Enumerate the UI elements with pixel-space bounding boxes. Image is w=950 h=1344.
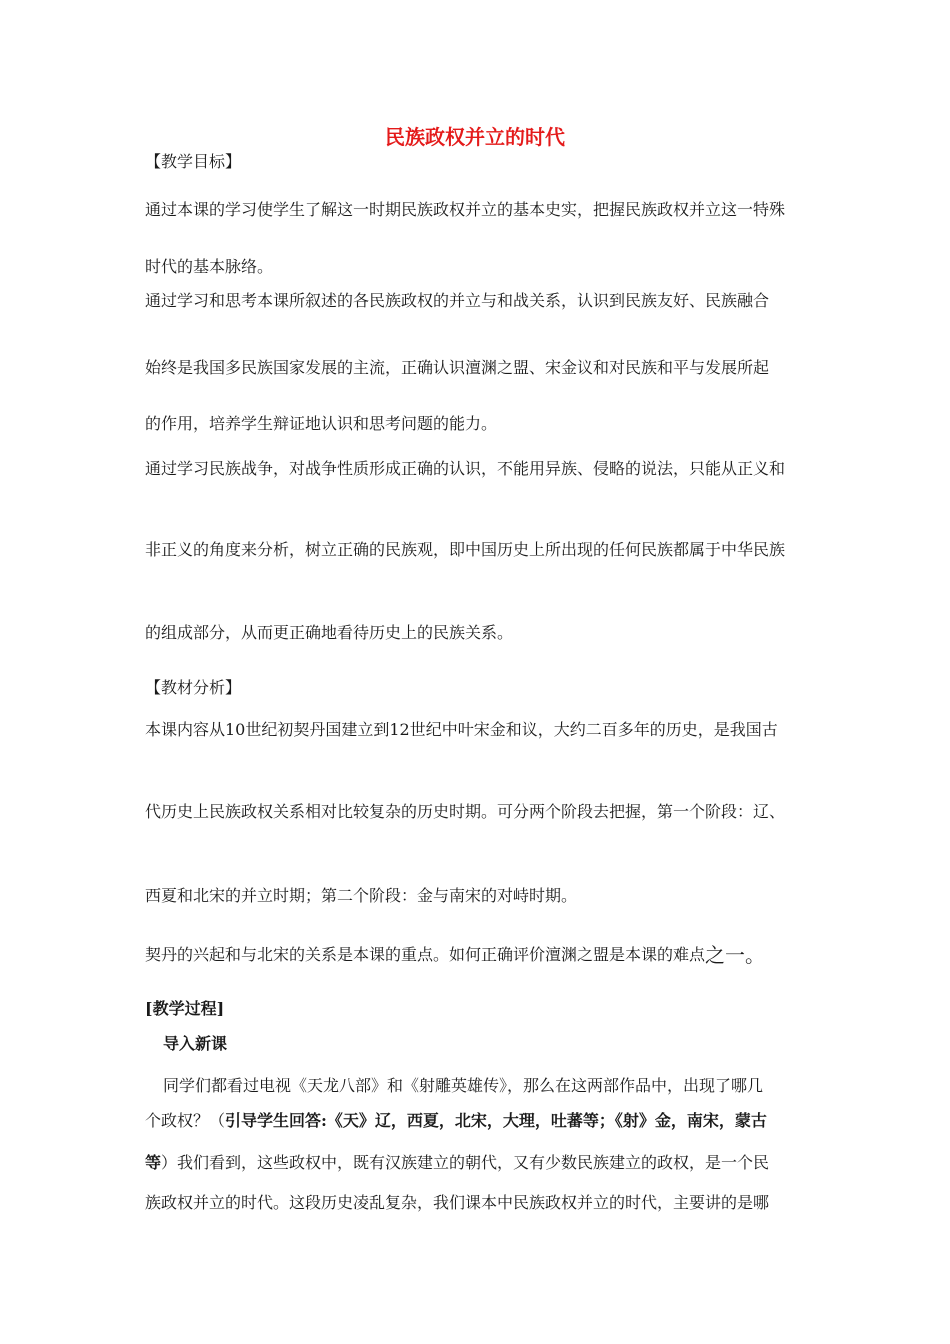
paragraph-line: 本课内容从10世纪初契丹国建立到12世纪中叶宋金和议，大约二百多年的历史，是我国古: [145, 720, 778, 739]
paragraph-line: 的作用，培养学生辩证地认识和思考问题的能力。: [145, 414, 498, 433]
section-heading-analysis: 【教材分析】: [145, 678, 242, 697]
paragraph-text: ）我们看到，这些政权中，既有汉族建立的朝代，又有少数民族建立的政权，是一个民: [161, 1153, 770, 1172]
page-title: 民族政权并立的时代: [385, 125, 565, 149]
paragraph-line: 始终是我国多民族国家发展的主流，正确认识澶渊之盟、宋金议和对民族和平与发展所起: [145, 358, 770, 377]
paragraph-line: 通过学习和思考本课所叙述的各民族政权的并立与和战关系，认识到民族友好、民族融合: [145, 291, 770, 310]
subheading-intro: 导入新课: [163, 1034, 228, 1053]
paragraph-tail: 之一。: [705, 943, 766, 967]
paragraph-bold-text: 等: [145, 1153, 162, 1172]
paragraph-line: 时代的基本脉络。: [145, 257, 274, 276]
paragraph-text: 个政权？（: [145, 1111, 226, 1130]
paragraph-line: [145, 1110, 767, 1132]
paragraph-line: 同学们都看过电视《天龙八部》和《射雕英雄传》，那么在这两部作品中，出现了哪几: [163, 1076, 764, 1095]
paragraph-text: 契丹的兴起和与北宋的关系是本课的重点。如何正确评价澶渊之盟是本课的难点: [145, 945, 706, 964]
paragraph-line: [145, 944, 765, 966]
paragraph-bold-text: 引导学生回答:《天》辽，西夏，北宋，大理，吐蕃等；《射》金，南宋，蒙古: [225, 1111, 767, 1130]
paragraph-line: 通过学习民族战争，对战争性质形成正确的认识，不能用异族、侵略的说法，只能从正义和: [145, 459, 786, 478]
paragraph-line: 族政权并立的时代。这段历史凌乱复杂，我们课本中民族政权并立的时代，主要讲的是哪: [145, 1193, 770, 1212]
paragraph-line: 代历史上民族政权关系相对比较复杂的历史时期。可分两个阶段去把握，第一个阶段：辽、: [145, 802, 786, 821]
paragraph-line: 的组成部分，从而更正确地看待历史上的民族关系。: [145, 623, 514, 642]
paragraph-line: [145, 1152, 769, 1174]
section-heading-objectives: 【教学目标】: [145, 152, 242, 171]
paragraph-line: 通过本课的学习使学生了解这一时期民族政权并立的基本史实，把握民族政权并立这一特殊: [145, 200, 786, 219]
section-heading-process: [教学过程]: [145, 999, 225, 1018]
paragraph-line: 西夏和北宋的并立时期；第二个阶段：金与南宋的对峙时期。: [145, 886, 578, 905]
paragraph-line: 非正义的角度来分析，树立正确的民族观，即中国历史上所出现的任何民族都属于中华民族: [145, 540, 786, 559]
